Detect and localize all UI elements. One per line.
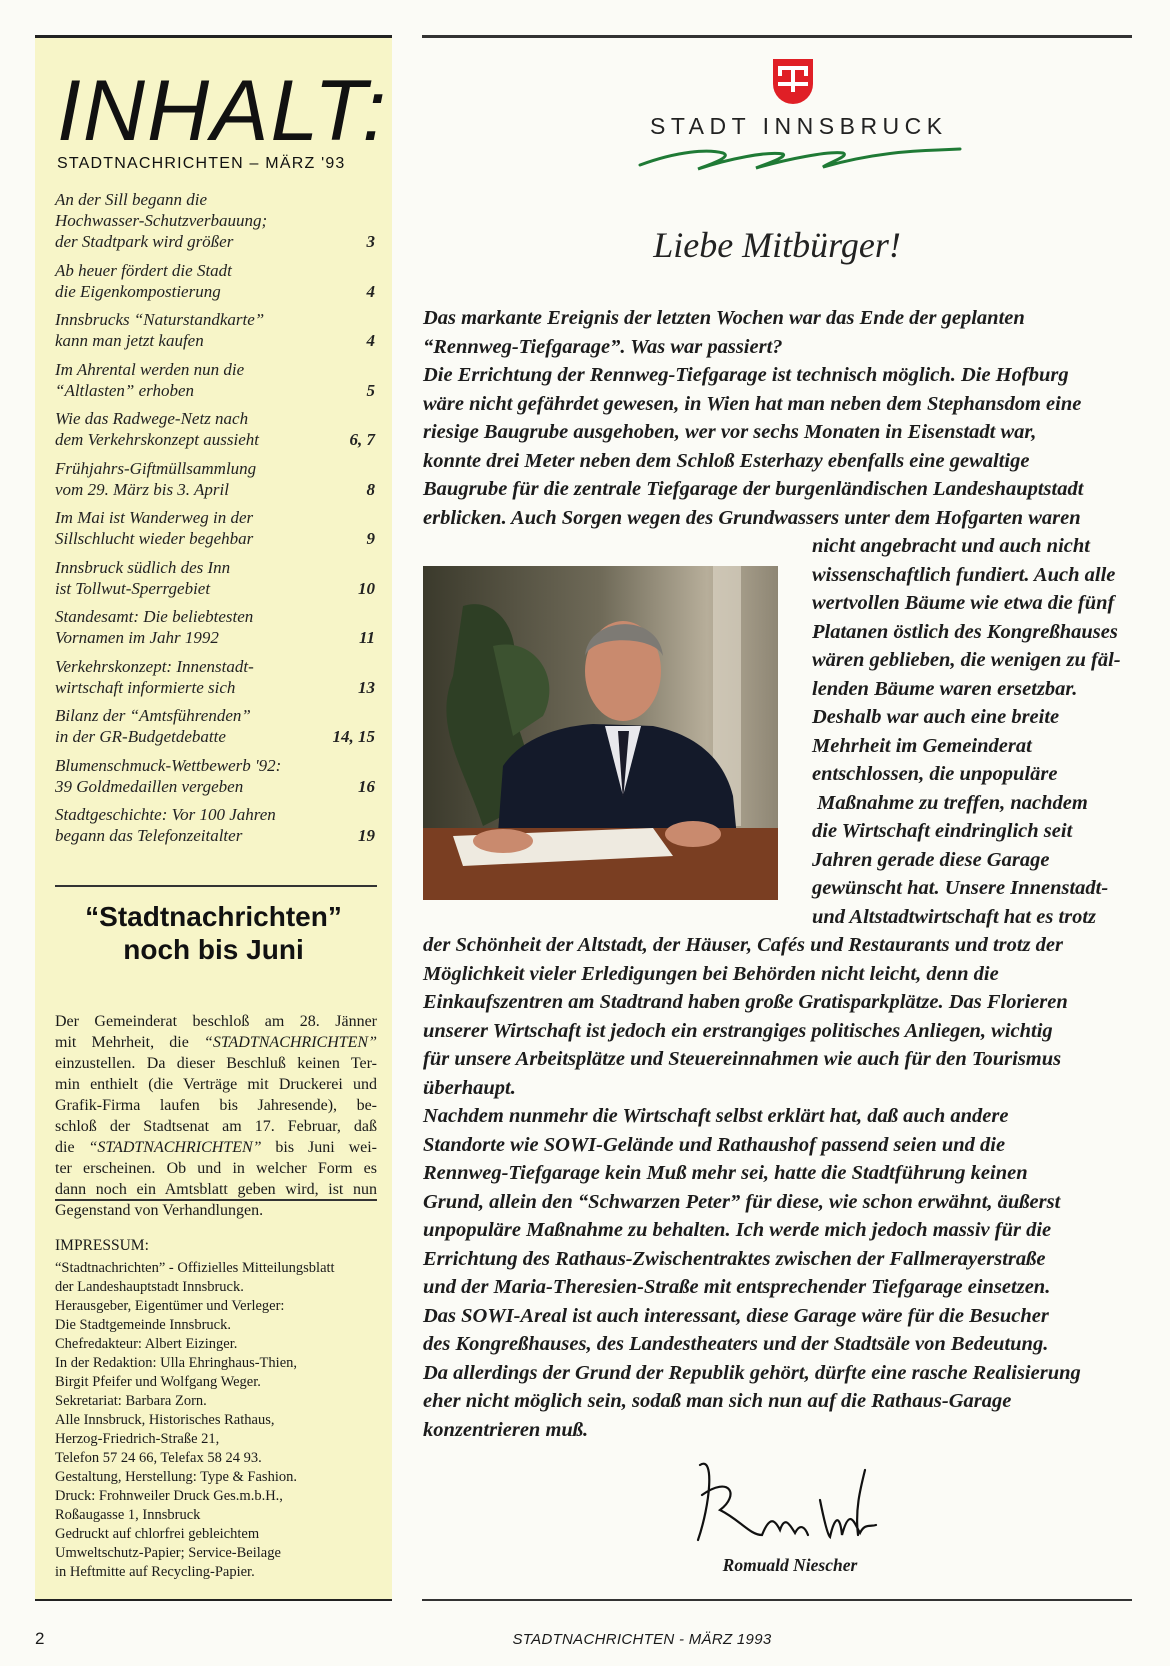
toc-entry-line: 39 Goldmedaillen vergeben bbox=[55, 776, 244, 796]
toc-page-number: 19 bbox=[358, 826, 375, 845]
letter-line: Das SOWI-Areal ist auch interessant, diese Garage wäre für die Besucher bbox=[423, 1304, 1049, 1327]
letter-line: konnte drei Meter neben dem Schloß Esterhazy ebenfalls eine gewaltige bbox=[423, 449, 1030, 472]
toc-entry-line: ist Tollwut-Sperrgebiet bbox=[55, 578, 211, 598]
toc-entry-line: Wie das Radwege-Netz nach bbox=[55, 409, 249, 428]
impressum-line: Herzog-Friedrich-Straße 21, bbox=[55, 1431, 220, 1447]
letter-line: Baugrube für die zentrale Tiefgarage der burgenländischen Landeshauptstadt bbox=[423, 478, 1084, 500]
toc-entry bbox=[55, 804, 375, 846]
toc-page-number: 6, 7 bbox=[349, 430, 375, 449]
toc-entry-line: die Eigenkompostierung bbox=[55, 281, 221, 301]
toc-entry-line: der Stadtpark wird größer bbox=[55, 232, 234, 251]
letter-line: Mehrheit im Gemeinderat bbox=[812, 734, 1032, 757]
toc-entry bbox=[55, 656, 375, 698]
letter-line: nicht angebracht und auch nicht bbox=[812, 535, 1090, 557]
toc-entry-line: Stadtgeschichte: Vor 100 Jahren bbox=[55, 805, 276, 824]
toc-entry-line: vom 29. März bis 3. April bbox=[55, 479, 229, 499]
toc-entry-line: “Altlasten” erhoben bbox=[55, 380, 194, 400]
toc-entry bbox=[55, 189, 375, 252]
notice-text: “STADTNACHRICHTEN” bbox=[88, 1139, 262, 1156]
toc-entry-line: begann das Telefonzeitalter bbox=[55, 826, 243, 845]
toc-entry-line: An der Sill begann die bbox=[55, 190, 208, 209]
signature-image bbox=[690, 1455, 890, 1550]
divider bbox=[55, 1199, 377, 1201]
innsbruck-coat-of-arms-icon bbox=[772, 58, 814, 104]
notice-line bbox=[55, 1011, 377, 1032]
letter-line: Deshalb war auch eine breite bbox=[812, 706, 1060, 728]
impressum-line: Alle Innsbruck, Historisches Rathaus, bbox=[55, 1412, 275, 1428]
impressum-heading: IMPRESSUM: bbox=[55, 1237, 149, 1254]
toc-entry-line: Frühjahrs-Giftmüllsammlung bbox=[55, 458, 257, 478]
notice-line bbox=[55, 1116, 377, 1137]
toc-page-number: 9 bbox=[366, 529, 375, 548]
notice-text: die bbox=[55, 1139, 89, 1156]
letter-line: für unsere Arbeitsplätze und Steuereinnahmen wie auch für den Tourismus bbox=[423, 1048, 1062, 1070]
impressum-line: “Stadtnachrichten” - Offizielles Mitteilungsblatt bbox=[55, 1260, 335, 1276]
letter-line: Errichtung des Rathaus-Zwischentraktes zwischen der Fallmerayerstraße bbox=[423, 1247, 1046, 1270]
letter-line: Möglichkeit vieler Erledigungen bei Behörden nicht leicht, denn die bbox=[423, 962, 999, 985]
letter-line: Rennweg-Tiefgarage kein Muß mehr sei, hatte die Stadtführung keinen bbox=[423, 1162, 1028, 1184]
logo-text: STADT INNSBRUCK bbox=[650, 113, 948, 139]
toc-entry bbox=[55, 309, 375, 351]
toc-page-number: 8 bbox=[366, 479, 375, 499]
toc-entry-line: Sillschlucht wieder begehbar bbox=[55, 529, 254, 548]
toc-page-number: 14, 15 bbox=[332, 727, 375, 746]
notice-text: ter erscheinen. Ob und in welcher Form es bbox=[55, 1160, 377, 1177]
letter-line: wären geblieben, die wenigen zu fäl- bbox=[812, 649, 1121, 671]
toc-entry bbox=[55, 606, 375, 648]
contents-subtitle: STADTNACHRICHTEN – MÄRZ '93 bbox=[57, 155, 346, 172]
notice-text: Der Gemeinderat beschloß am 28. Jänner bbox=[55, 1013, 377, 1030]
divider bbox=[55, 885, 377, 887]
contents-sidebar bbox=[35, 35, 392, 1601]
notice-heading-line: noch bis Juni bbox=[123, 934, 304, 965]
letter-line: die Wirtschaft eindringlich seit bbox=[812, 820, 1073, 842]
notice-line bbox=[55, 1158, 377, 1179]
toc-entry-line: Standesamt: Die beliebtesten bbox=[55, 607, 254, 626]
toc-entry-line: dem Verkehrskonzept aussieht bbox=[55, 430, 259, 449]
letter-greeting: Liebe Mitbürger! bbox=[653, 225, 901, 265]
toc-entry-line: in der GR-Budgetdebatte bbox=[55, 727, 226, 746]
toc-entry-line: wirtschaft informierte sich bbox=[55, 677, 236, 697]
notice-text: schloß der Stadtsenat am 17. Februar, daß bbox=[55, 1118, 377, 1135]
notice-text: min enthielt (die Verträge mit Druckerei und bbox=[55, 1076, 377, 1093]
letter-line: und Altstadtwirtschaft hat es trotz bbox=[812, 905, 1097, 928]
impressum-line: In der Redaktion: Ulla Ehringhaus-Thien, bbox=[55, 1355, 298, 1371]
toc-entry-line: Bilanz der “Amtsführenden” bbox=[55, 706, 251, 725]
letter-line: Grund, allein den “Schwarzen Peter” für diese, wie schon erwähnt, äußerst bbox=[423, 1190, 1061, 1213]
letter-line: lenden Bäume waren ersetzbar. bbox=[812, 677, 1078, 700]
top-rule bbox=[422, 35, 1132, 38]
impressum-line: Chefredakteur: Albert Eizinger. bbox=[55, 1336, 238, 1352]
letter-line: Standorte wie SOWI-Gelände und Rathaushof passend seien und die bbox=[423, 1133, 1006, 1156]
toc-entry-line: Innsbrucks “Naturstandkarte” bbox=[55, 310, 265, 329]
letter-line: überhaupt. bbox=[423, 1076, 516, 1099]
notice-text: bis Juni wei- bbox=[261, 1139, 377, 1156]
impressum-line: in Heftmitte auf Recycling-Papier. bbox=[55, 1564, 255, 1580]
letter-line: gewünscht hat. Unsere Innenstadt- bbox=[812, 877, 1109, 899]
toc-page-number: 10 bbox=[358, 578, 375, 598]
signatory-name: Romuald Niescher bbox=[722, 1555, 858, 1575]
impressum bbox=[55, 1236, 335, 1582]
toc-entry-line: Blumenschmuck-Wettbewerb '92: bbox=[55, 755, 282, 775]
letter-line: eher nicht möglich sein, sodaß man sich nun auf die Rathaus-Garage bbox=[423, 1390, 1012, 1412]
impressum-line: Birgit Pfeifer und Wolfgang Weger. bbox=[55, 1374, 261, 1390]
impressum-line: Roßaugasse 1, Innsbruck bbox=[55, 1507, 201, 1523]
toc-entry-line: Ab heuer fördert die Stadt bbox=[55, 260, 232, 280]
letter-line: Einkaufszentren am Stadtrand haben große Gratisparkplätze. Das Florieren bbox=[423, 991, 1068, 1013]
toc-entry-line: Im Ahrental werden nun die bbox=[55, 359, 245, 379]
notice-text: einzustellen. Da dieser Beschluß keinen Ter- bbox=[55, 1055, 377, 1072]
letter-line: Jahren gerade diese Garage bbox=[812, 848, 1050, 871]
notice-line bbox=[55, 1053, 377, 1074]
notice-heading-line: “Stadtnachrichten” bbox=[85, 901, 342, 932]
notice-text: dann noch ein Amtsblatt geben wird, ist nun bbox=[55, 1181, 377, 1198]
toc-entry bbox=[55, 408, 375, 450]
notice-line bbox=[55, 1179, 377, 1200]
toc-entry bbox=[55, 359, 375, 401]
letter-line: Maßnahme zu treffen, nachdem bbox=[812, 791, 1088, 814]
letter-line: und der Maria-Theresien-Straße mit entsprechender Tiefgarage einsetzen. bbox=[423, 1276, 1051, 1298]
letter-line: entschlossen, die unpopuläre bbox=[812, 763, 1058, 785]
letter-line: “Rennweg-Tiefgarage”. Was war passiert? bbox=[423, 335, 783, 358]
letter-line: Die Errichtung der Rennweg-Tiefgarage ist technisch möglich. Die Hofburg bbox=[423, 364, 1069, 386]
toc-page-number: 11 bbox=[358, 628, 375, 647]
toc-entry-line: Verkehrskonzept: Innenstadt- bbox=[55, 656, 254, 676]
toc-page-number: 4 bbox=[366, 281, 375, 301]
toc-page-number: 4 bbox=[366, 331, 375, 350]
impressum-line: Umweltschutz-Papier; Service-Beilage bbox=[55, 1545, 281, 1561]
notice-body bbox=[55, 1011, 377, 1221]
notice-line bbox=[55, 1074, 377, 1095]
letter-line: unserer Wirtschaft ist jedoch ein erstrangiges politisches Anliegen, wichtig bbox=[423, 1019, 1053, 1042]
toc-entry bbox=[55, 458, 375, 500]
impressum-line: Herausgeber, Eigentümer und Verleger: bbox=[55, 1298, 285, 1314]
letter-line: unpopuläre Maßnahme zu behalten. Ich werde mich jedoch massiv für die bbox=[423, 1219, 1052, 1241]
contents-title: INHALT: bbox=[57, 63, 388, 159]
toc-entry-line: Innsbruck südlich des Inn bbox=[55, 557, 231, 577]
toc-entry-line: Vornamen im Jahr 1992 bbox=[55, 628, 219, 647]
notice-line bbox=[55, 1032, 377, 1053]
letter-line: des Kongreßhauses, des Landestheaters und der Stadtsäle von Bedeutung. bbox=[423, 1333, 1049, 1355]
notice-text: Grafik-Firma laufen bis Jahresende), be- bbox=[55, 1097, 377, 1114]
toc-entry bbox=[55, 557, 375, 599]
toc-page-number: 16 bbox=[358, 776, 375, 796]
letter-line: Das markante Ereignis der letzten Wochen war das Ende der geplanten bbox=[423, 307, 1025, 329]
impressum-line: Gestaltung, Herstellung: Type & Fashion. bbox=[55, 1469, 297, 1485]
logo-wave-icon bbox=[638, 145, 963, 173]
running-footer: STADTNACHRICHTEN - MÄRZ 1993 bbox=[512, 1631, 772, 1648]
notice-text: Gegenstand von Verhandlungen. bbox=[55, 1202, 264, 1219]
bottom-rule bbox=[422, 1599, 1132, 1601]
letter-line: Nachdem nunmehr die Wirtschaft selbst erklärt hat, daß auch andere bbox=[423, 1105, 1009, 1127]
impressum-line: Sekretariat: Barbara Zorn. bbox=[55, 1393, 207, 1409]
impressum-line: Telefon 57 24 66, Telefax 58 24 93. bbox=[55, 1450, 262, 1466]
impressum-line: Druck: Frohnweiler Druck Ges.m.b.H., bbox=[55, 1488, 283, 1504]
toc-page-number: 13 bbox=[358, 677, 375, 697]
letter-line: wäre nicht gefährdet gewesen, in Wien hat man neben dem Stephansdom eine bbox=[423, 392, 1082, 415]
page-number: 2 bbox=[35, 1629, 45, 1648]
letter-line: Platanen östlich des Kongreßhauses bbox=[812, 620, 1118, 643]
toc-entry bbox=[55, 755, 375, 797]
impressum-line: Die Stadtgemeinde Innsbruck. bbox=[55, 1317, 231, 1333]
notice-text: mit Mehrheit, die bbox=[55, 1034, 204, 1051]
letter-line: wissenschaftlich fundiert. Auch alle bbox=[812, 563, 1116, 586]
notice-line bbox=[55, 1095, 377, 1116]
toc-page-number: 5 bbox=[366, 380, 375, 400]
toc-entry-line: Im Mai ist Wanderweg in der bbox=[55, 508, 254, 527]
notice-line bbox=[55, 1137, 377, 1158]
toc-entry bbox=[55, 507, 375, 549]
notice-line bbox=[55, 1200, 377, 1221]
letter-line: konzentrieren muß. bbox=[423, 1418, 589, 1441]
letter-line: Da allerdings der Grund der Republik gehört, dürfte eine rasche Realisierung bbox=[423, 1361, 1081, 1384]
notice-heading bbox=[35, 900, 392, 966]
letter-line: wertvollen Bäume wie etwa die fünf bbox=[812, 592, 1115, 614]
notice-text: “STADTNACHRICHTEN” bbox=[203, 1034, 377, 1051]
letter-line: erblicken. Auch Sorgen wegen des Grundwassers unter dem Hofgarten waren bbox=[423, 506, 1081, 529]
letter-line: riesige Baugrube ausgehoben, wer vor sechs Monaten in Eisenstadt war, bbox=[423, 421, 1037, 443]
letter-line: der Schönheit der Altstadt, der Häuser, Cafés und Restaurants und trotz der bbox=[423, 934, 1063, 956]
toc-entry bbox=[55, 260, 375, 302]
toc-entry-line: kann man jetzt kaufen bbox=[55, 331, 204, 350]
mayor-portrait-photo bbox=[423, 566, 778, 900]
toc-entry-line: Hochwasser-Schutzverbauung; bbox=[55, 211, 268, 230]
toc-page-number: 3 bbox=[366, 232, 375, 251]
impressum-line: Gedruckt auf chlorfrei gebleichtem bbox=[55, 1526, 260, 1542]
toc-entry bbox=[55, 705, 375, 747]
impressum-line: der Landeshauptstadt Innsbruck. bbox=[55, 1279, 244, 1295]
